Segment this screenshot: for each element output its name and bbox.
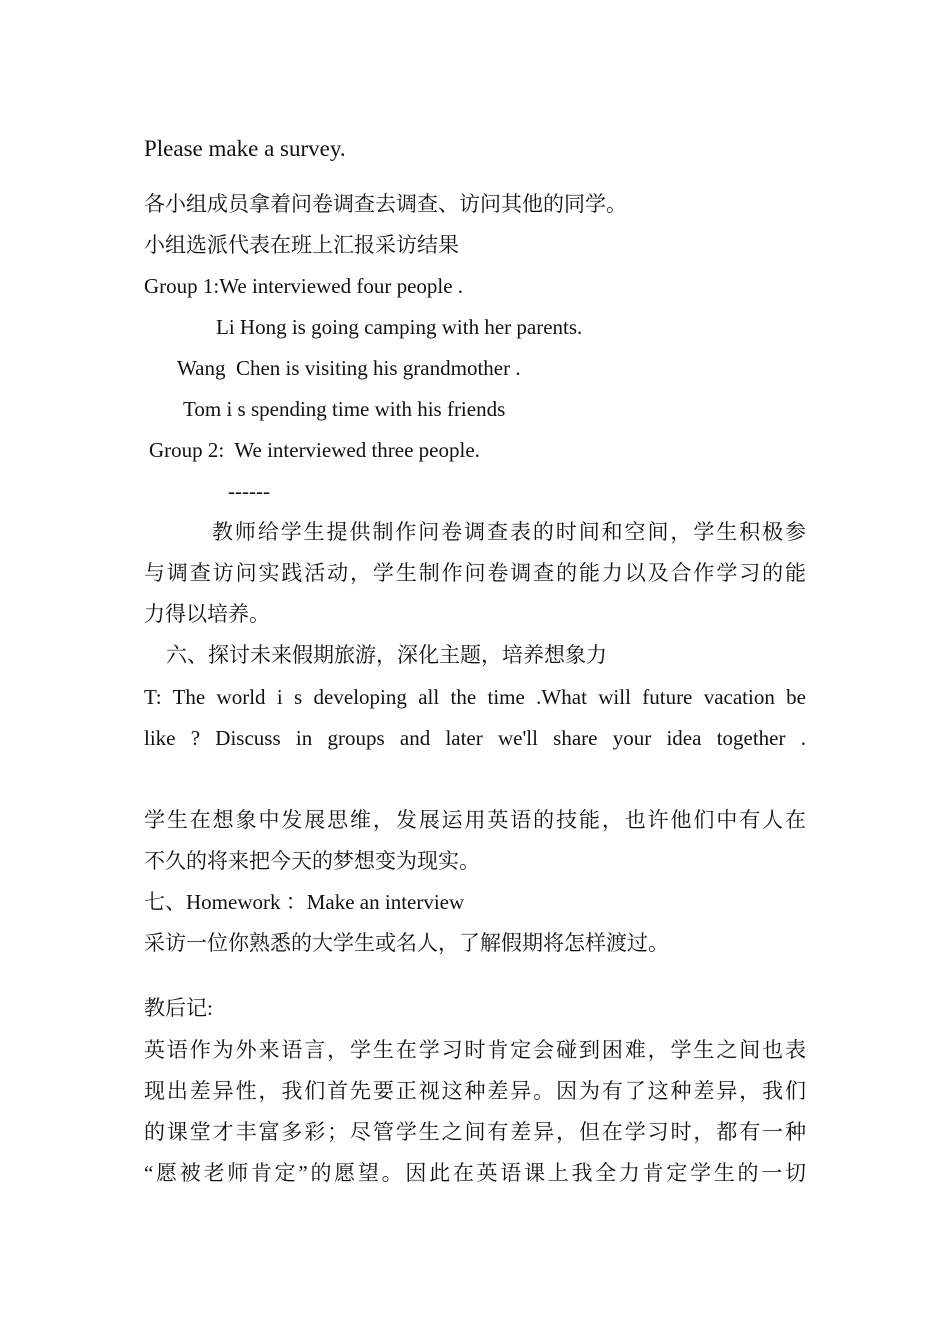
teacher-note-line-2: 与调查访问实践活动，学生制作问卷调查的能力以及合作学习的能	[144, 561, 806, 585]
reflection-line-1: 英语作为外来语言，学生在学习时肯定会碰到困难，学生之间也表	[144, 1038, 806, 1062]
survey-title: Please make a survey.	[144, 136, 346, 161]
reflection-line-3: 的课堂才丰富多彩；尽管学生之间有差异，但在学习时，都有一种	[144, 1120, 806, 1144]
student-note-line-2: 不久的将来把今天的梦想变为现实。	[144, 849, 480, 873]
group1-line-li-hong: Li Hong is going camping with her parents.	[216, 315, 583, 339]
homework-detail: 采访一位你熟悉的大学生或名人，了解假期将怎样渡过。	[144, 931, 669, 955]
group1-heading: Group 1:We interviewed four people .	[144, 274, 464, 298]
survey-instruction: 各小组成员拿着问卷调查去调查、访问其他的同学。	[144, 192, 627, 216]
report-instruction: 小组选派代表在班上汇报采访结果	[144, 233, 459, 257]
ellipsis-dashes: ------	[228, 479, 270, 503]
section7-heading: 七、Homework ：Make an interview	[144, 890, 465, 914]
group1-line-wang-chen: Wang Chen is visiting his grandmother .	[177, 356, 521, 380]
section6-heading: 六、探讨未来假期旅游，深化主题，培养想象力	[166, 643, 607, 667]
teacher-note-line-3: 力得以培养。	[144, 602, 270, 626]
reflection-line-4: “愿被老师肯定”的愿望。因此在英语课上我全力肯定学生的一切	[144, 1161, 806, 1185]
student-note-line-1: 学生在想象中发展思维，发展运用英语的技能，也许他们中有人在	[144, 808, 806, 832]
teacher-question-line-2: like ? Discuss in groups and later we'll share your idea together .	[144, 726, 806, 750]
teacher-note-line-1: 教师给学生提供制作问卷调查表的时间和空间，学生积极参	[212, 520, 806, 544]
group1-line-tom: Tom i s spending time with his friends	[183, 397, 506, 421]
teacher-question-line-1: T: The world i s developing all the time .What will future vacation be	[144, 685, 806, 709]
group2-heading: Group 2: We interviewed three people.	[149, 438, 480, 462]
reflection-line-2: 现出差异性，我们首先要正视这种差异。因为有了这种差异，我们	[144, 1079, 806, 1103]
reflection-heading: 教后记:	[144, 996, 213, 1020]
